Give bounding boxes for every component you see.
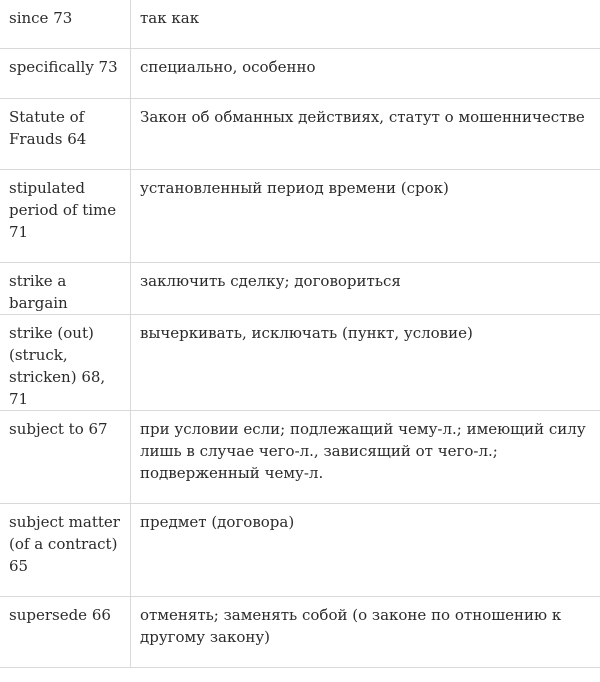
table-row xyxy=(0,597,600,668)
table-row xyxy=(0,504,600,597)
term-cell: stipulated period of time 71 xyxy=(0,170,131,263)
term-cell: supersede 66 xyxy=(0,597,131,668)
table-row xyxy=(0,315,600,411)
term-cell: Statute of Frauds 64 xyxy=(0,99,131,170)
definition-cell: Закон об обманных действиях, статут о мошенничестве xyxy=(131,99,600,170)
term-cell: subject matter (of a contract) 65 xyxy=(0,504,131,597)
definition-cell: при условии если; подлежащий чему-л.; имеющий силу лишь в случае чего-л., зависящий от чего-л.; подверженный чему-л. xyxy=(131,411,600,504)
term-cell: subject to 67 xyxy=(0,411,131,504)
term-cell: since 73 xyxy=(0,0,131,49)
table-row xyxy=(0,411,600,504)
definition-cell: установленный период времени (срок) xyxy=(131,170,600,263)
term-cell: strike a bargain xyxy=(0,263,131,315)
table-row xyxy=(0,0,600,49)
table-row xyxy=(0,170,600,263)
table-row xyxy=(0,49,600,99)
table-row xyxy=(0,99,600,170)
definition-cell: заключить сделку; договориться xyxy=(131,263,600,315)
definition-cell: так как xyxy=(131,0,600,49)
definition-cell: предмет (договора) xyxy=(131,504,600,597)
term-cell: specifically 73 xyxy=(0,49,131,99)
definition-cell: отменять; заменять собой (о законе по отношению к другому закону) xyxy=(131,597,600,668)
definition-cell: специально, особенно xyxy=(131,49,600,99)
definition-cell: вычеркивать, исключать (пункт, условие) xyxy=(131,315,600,411)
term-cell: strike (out) (struck, stricken) 68, 71 xyxy=(0,315,131,411)
table-row xyxy=(0,263,600,315)
